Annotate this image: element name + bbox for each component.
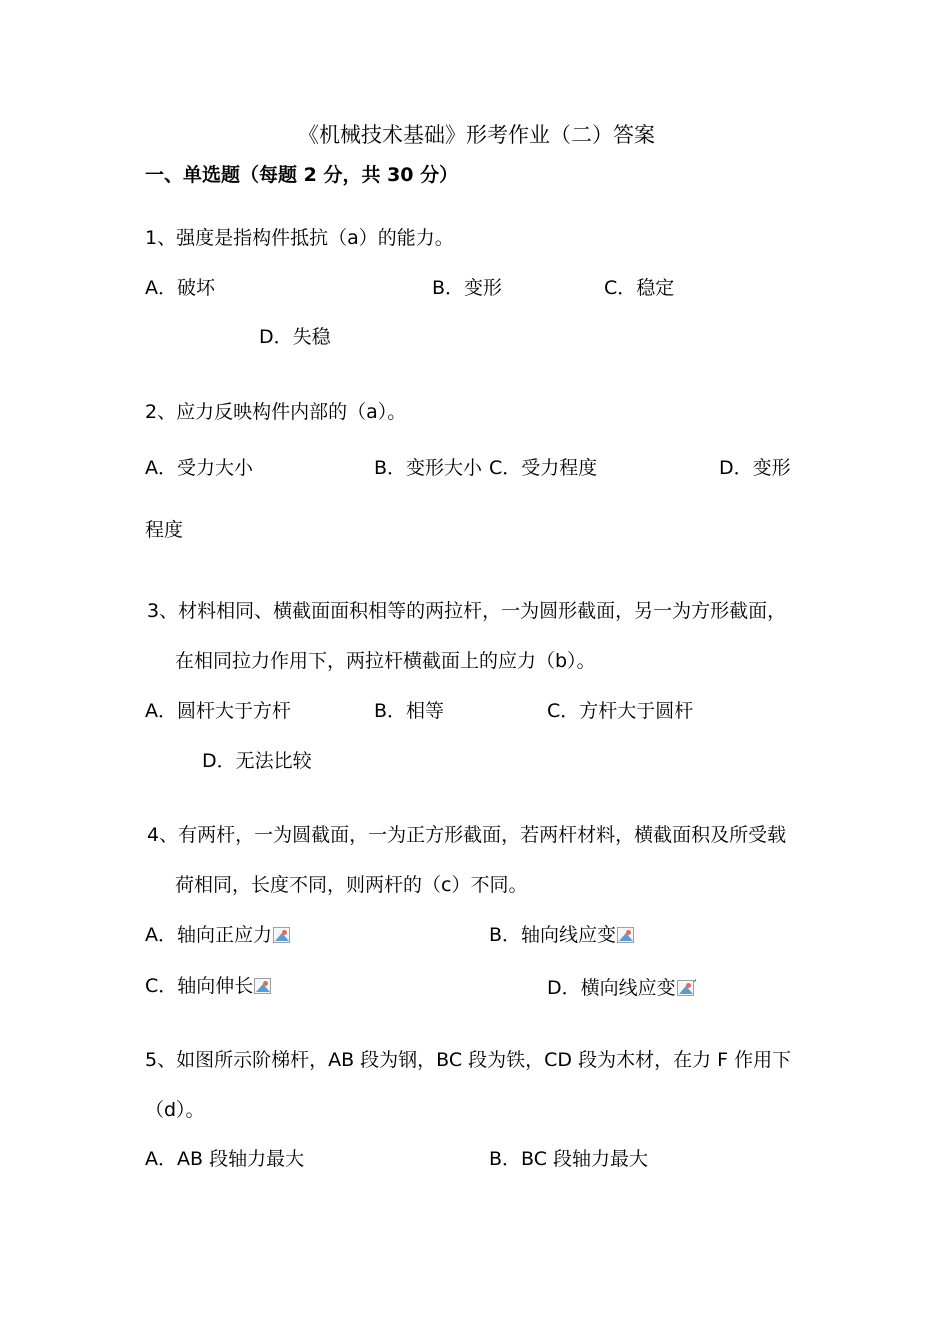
broken-image-icon xyxy=(254,978,271,994)
question-4-option-d-label: D．横向线应变 xyxy=(547,977,676,999)
question-5-stem-line-2: （d）。 xyxy=(145,1099,205,1121)
broken-image-icon xyxy=(617,927,634,943)
question-4-option-c xyxy=(145,974,271,998)
question-1-option-b: B．变形 xyxy=(432,277,503,299)
question-1-option-a: A．破坏 xyxy=(145,277,215,299)
question-4-stem-line-2: 荷相同，长度不同，则两杆的（c）不同。 xyxy=(175,874,528,896)
broken-image-icon xyxy=(273,927,290,943)
question-5-option-b: B．BC 段轴力最大 xyxy=(489,1148,649,1170)
question-4-option-d xyxy=(547,974,697,1000)
broken-image-icon xyxy=(677,980,694,996)
question-3-option-d: D．无法比较 xyxy=(202,750,312,772)
question-5-stem-line-1: 5、如图所示阶梯杆，AB 段为钢，BC 段为铁，CD 段为木材，在力 F 作用下 xyxy=(145,1049,792,1071)
page-title: 《机械技术基础》形考作业（二）答案 xyxy=(298,123,655,147)
question-4-stem-line-1: 4、有两杆，一为圆截面，一为正方形截面，若两杆材料，横截面积及所受载 xyxy=(147,824,787,846)
question-4-option-a-label: A．轴向正应力 xyxy=(145,924,272,946)
question-1-stem: 1、强度是指构件抵抗（a）的能力。 xyxy=(145,227,454,249)
question-5-option-a: A．AB 段轴力最大 xyxy=(145,1148,305,1170)
section-heading: 一、单选题（每题 2 分，共 30 分） xyxy=(145,164,459,186)
question-1-option-d: D．失稳 xyxy=(259,326,331,348)
question-2-option-c: C．受力程度 xyxy=(489,457,598,479)
question-2-option-d-continued: 程度 xyxy=(145,519,184,541)
question-2-option-a: A．受力大小 xyxy=(145,457,253,479)
question-3-option-c: C．方杆大于圆杆 xyxy=(547,700,694,722)
question-3-option-a: A．圆杆大于方杆 xyxy=(145,700,291,722)
question-4-option-c-label: C．轴向伸长 xyxy=(145,975,254,997)
question-3-option-b: B．相等 xyxy=(374,700,445,722)
question-2-option-d: D．变形 xyxy=(719,457,791,479)
question-2-option-b: B．变形大小 xyxy=(374,457,483,479)
question-4-option-a xyxy=(145,923,290,947)
question-3-stem-line-2: 在相同拉力作用下，两拉杆横截面上的应力（b）。 xyxy=(175,650,596,672)
question-3-stem-line-1: 3、材料相同、横截面面积相等的两拉杆，一为圆形截面，另一为方形截面， xyxy=(147,600,787,622)
question-1-option-c: C．稳定 xyxy=(604,277,675,299)
question-4-option-b-label: B．轴向线应变 xyxy=(489,924,617,946)
prime-mark-icon: ′ xyxy=(693,978,697,994)
question-4-option-b xyxy=(489,923,634,947)
question-2-stem: 2、应力反映构件内部的（a）。 xyxy=(145,401,407,423)
